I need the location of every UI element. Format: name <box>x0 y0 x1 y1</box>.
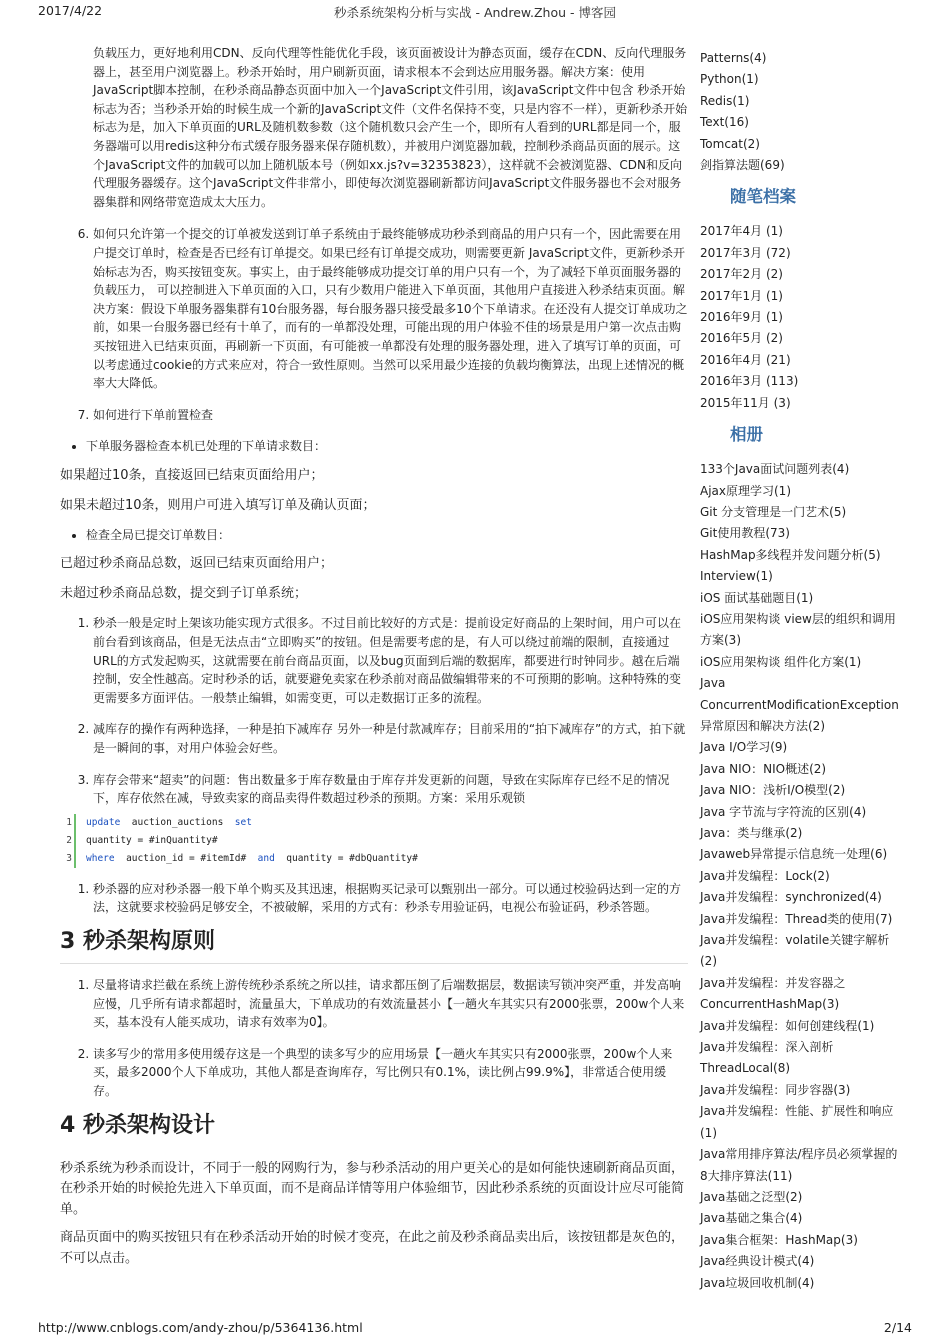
text-line: 已超过秒杀商品总数，返回已结束页面给用户； <box>60 556 334 572</box>
code-block <box>66 814 688 868</box>
archive-link[interactable]: 2015年11月 (3) <box>700 395 791 410</box>
code-keyword: update <box>86 816 121 828</box>
album-link[interactable]: Java并发编程：深入剖析ThreadLocal(8) <box>700 1040 834 1076</box>
code-line <box>66 832 688 850</box>
print-footer <box>0 1316 950 1344</box>
archive-link[interactable]: 2016年9月 (1) <box>700 310 783 325</box>
archive-link[interactable]: 2017年3月 (72) <box>700 245 791 260</box>
archive-heading: 随笔档案 <box>730 187 796 207</box>
text-line: 如果未超过10条，则用户可进入填写订单及确认页面； <box>60 497 376 513</box>
album-link[interactable]: Java NIO：NIO概述(2) <box>700 761 827 776</box>
album-heading: 相册 <box>730 425 763 445</box>
list-item: 1. 秒杀一般是定时上架该功能实现方式很多。不过目前比较好的方式是：提前设定好商品的上架时间，用户可以在前台看到该商品，但是无法点击“立即购买”的按钮。但是需要考虑的是，有人可以绕过前端的限制，直接通过URL的方式发起购买，这就需要在前台商品页面，以及bug页面到后端的数据库，都要进行时钟同步。越在后端控制，安全性越高。定时秒杀的话，就要避免卖家在秒杀前对商品做编辑带来的不可预期的影响。这种特殊的变更需要多方面评估。一般禁止编辑，如需变更，可以走数据订正多的流程。 <box>93 614 688 707</box>
list-item: • 检查全局已提交订单数目： <box>86 526 688 545</box>
code-text: auction_id = #itemId# <box>126 852 247 864</box>
page-url: http://www.cnblogs.com/andy-zhou/p/5364136.html <box>38 1320 363 1335</box>
intro-paragraph: 负载压力，更好地利用CDN、反向代理等性能优化手段，该页面被设计为静态页面，缓存在CDN、反向代理服务器上，甚至用户浏览器上。秒杀开始时，用户刷新页面，请求根本不会到达应用服务器。解决方案：使用JavaScript脚本控制，在秒杀商品静态页面中加入一个JavaScript文件引用，该JavaScript文件中包含 秒杀开始标志为否；当秒杀开始的时候生成一个新的JavaScript文件（文件名保持不变，只是内容不一样），更新秒杀开始标志为是，加入下单页面的URL及随机数参数（这个随机数只会产生一个，即所有人看到的URL都是同一个，服务器端可以用redis这种分布式缓存服务器来保存随机数），并被用户浏览器加载，控制秒杀商品页面的展示。这个JavaScript文件的加载可以加上随机版本号（例如xx.js?v=32353823），这样就不会被浏览器、CDN和反向代理服务器缓存。这个JavaScript文件非常小，即使每次浏览器刷新都访问JavaScript文件服务器也不会对服务器集群和网络带宽造成太大压力。 <box>93 46 688 209</box>
line-number: 3 <box>66 852 72 864</box>
album-link[interactable]: Java并发编程：并发容器之ConcurrentHashMap(3) <box>700 975 846 1012</box>
code-line <box>66 814 688 832</box>
line-number: 2 <box>66 834 72 846</box>
album-link[interactable]: Interview(1) <box>700 569 773 584</box>
album-link[interactable]: Java并发编程：同步容器(3) <box>700 1082 851 1097</box>
code-line <box>66 850 688 868</box>
text-line: 如果超过10条，直接返回已结束页面给用户； <box>60 467 324 483</box>
code-text: quantity = #inQuantity# <box>86 834 218 846</box>
tag-link[interactable]: Redis(1) <box>700 93 750 108</box>
album-link[interactable]: Java垃圾回收机制(4) <box>700 1275 815 1290</box>
list-item: 2. 减库存的操作有两种选择，一种是拍下减库存 另外一种是付款减库存；目前采用的“拍下减库存”的方式，拍下就是一瞬间的事，对用户体验会好些。 <box>93 720 688 757</box>
album-link[interactable]: Java并发编程：volatile关键字解析(2) <box>700 933 890 969</box>
album-link[interactable]: Java并发编程：如何创建线程(1) <box>700 1018 875 1033</box>
line-number: 1 <box>66 816 72 828</box>
album-link[interactable]: Java ConcurrentModificationException异常原因和解决方法(2) <box>700 676 899 733</box>
ordered-list-d <box>60 976 688 1101</box>
album-link[interactable]: iOS应用架构谈 view层的组织和调用方案(3) <box>700 611 896 648</box>
album-link[interactable]: Ajax原理学习(1) <box>700 483 791 498</box>
album-link[interactable]: Git 分支管理是一门艺术(5) <box>700 504 847 519</box>
archive-link[interactable]: 2016年4月 (21) <box>700 352 791 367</box>
ordered-list-c <box>60 880 688 917</box>
ordered-list-a <box>60 225 688 424</box>
section-heading: 3 秒杀架构原则 <box>60 927 688 964</box>
tag-link[interactable]: Patterns(4) <box>700 51 767 65</box>
album-link[interactable]: Java I/O学习(9) <box>700 740 788 755</box>
album-link[interactable]: Java NIO：浅析I/O模型(2) <box>700 783 846 798</box>
tag-link[interactable]: 剑指算法题(69) <box>700 158 785 173</box>
code-keyword: where <box>86 852 115 864</box>
page-number: 2/14 <box>883 1320 912 1335</box>
tag-link[interactable]: Text(16) <box>700 115 749 130</box>
album-link[interactable]: Java 字节流与字符流的区别(4) <box>700 804 867 819</box>
code-text: quantity = #dbQuantity# <box>286 852 418 864</box>
bullet-list-a <box>60 437 688 456</box>
list-item: 7. 如何进行下单前置检查 <box>93 406 688 425</box>
album-link[interactable]: Java集合框架：HashMap(3) <box>700 1232 858 1247</box>
archive-link[interactable]: 2016年3月 (113) <box>700 374 799 389</box>
album-link[interactable]: Java并发编程：Lock(2) <box>700 868 830 883</box>
article-body <box>60 44 688 1277</box>
ordered-list-b <box>60 614 688 807</box>
sidebar <box>700 48 898 1294</box>
album-link[interactable]: iOS应用架构谈 组件化方案(1) <box>700 654 862 669</box>
album-link[interactable]: 133个Java面试问题列表(4) <box>700 462 850 477</box>
print-date: 2017/4/22 <box>38 3 103 18</box>
code-keyword: and <box>257 852 275 864</box>
code-text: auction_auctions <box>131 816 224 828</box>
album-link[interactable]: Java并发编程：Thread类的使用(7) <box>700 911 893 926</box>
album-link[interactable]: Java基础之泛型(2) <box>700 1189 803 1204</box>
paragraph: 商品页面中的购买按钮只有在秒杀活动开始的时候才变亮，在此之前及秒杀商品卖出后，该按钮都是灰色的，不可以点击。 <box>60 1230 685 1266</box>
archive-link[interactable]: 2016年5月 (2) <box>700 331 783 346</box>
album-link[interactable]: HashMap多线程并发问题分析(5) <box>700 547 881 562</box>
tag-list <box>700 48 898 176</box>
print-header <box>0 0 950 22</box>
list-item: 6. 如何只允许第一个提交的订单被发送到订单子系统由于最终能够成功秒杀到商品的用户只有一个，因此需要在用户提交订单时，检查是否已经有订单提交。如果已经有订单提交成功，则需要更新 JavaScript文件，更新秒杀开始标志为否，购买按钮变灰。事实上，由于最终能够成功提交订单的用户只有一个，为了减轻下单页面服务器的负载压力， 可以控制进入下单页面的入口，只有少数用户能进入下单页面，其他用户直接进入秒杀结束页面。解决方案：假设下单服务器集群有10台服务器，每台服务器只接受最多10个下单请求。在还没有人提交订单成功之前，如果一台服务器已经有十单了，而有的一单都没处理，可能出现的用户体验不佳的场景是用户第一次点击购买按钮进入已结束页面，再刷新一下页面，有可能被一单都没有处理的服务器处理，进入了填写订单的页面，可以考虑通过cookie的方式来应对，符合一致性原则。当然可以采用最少连接的负载均衡算法，出现上述情况的概率大大降低。 <box>93 225 688 392</box>
album-link[interactable]: Java经典设计模式(4) <box>700 1254 815 1269</box>
list-item: 1. 尽量将请求拦截在系统上游传统秒杀系统之所以挂，请求都压倒了后端数据层，数据读写锁冲突严重，并发高响应慢，几乎所有请求都超时，流量虽大，下单成功的有效流量甚小【一趟火车其实只有2000张票，200w个人来买，基本没有人能买成功，请求有效率为0】。 <box>93 976 688 1032</box>
tag-link[interactable]: Tomcat(2) <box>700 136 760 151</box>
archive-list <box>700 221 898 414</box>
code-keyword: set <box>234 816 252 828</box>
album-link[interactable]: iOS 面试基础题目(1) <box>700 590 814 605</box>
album-link[interactable]: Java：类与继承(2) <box>700 826 803 840</box>
list-item: 2. 读多写少的常用多使用缓存这是一个典型的读多写少的应用场景【一趟火车其实只有2000张票，200w个人来买，最多2000个人下单成功，其他人都是查询库存，写比例只有0.1%，读比例占99.9%】，非常适合使用缓存。 <box>93 1045 688 1101</box>
archive-link[interactable]: 2017年4月 (1) <box>700 224 783 239</box>
album-link[interactable]: Java常用排序算法/程序员必须掌握的8大排序算法(11) <box>700 1147 898 1183</box>
list-item: • 下单服务器检查本机已处理的下单请求数目： <box>86 437 688 456</box>
album-link[interactable]: Java基础之集合(4) <box>700 1211 803 1226</box>
archive-link[interactable]: 2017年2月 (2) <box>700 267 783 282</box>
list-item: 1. 秒杀器的应对秒杀器一般下单个购买及其迅速，根据购买记录可以甄别出一部分。可以通过校验码达到一定的方法，这就要求校验码足够安全，不被破解，采用的方式有：秒杀专用验证码，电视公布验证码，秒杀答题。 <box>93 880 688 917</box>
paragraph: 秒杀系统为秒杀而设计，不同于一般的网购行为，参与秒杀活动的用户更关心的是如何能快速刷新商品页面，在秒杀开始的时候抢先进入下单页面，而不是商品详情等用户体验细节，因此秒杀系统的页面设计应尽可能简单。 <box>60 1160 685 1217</box>
section-heading: 4 秒杀架构设计 <box>60 1112 215 1138</box>
bullet-list-b <box>60 526 688 545</box>
album-link[interactable]: Java并发编程：性能、扩展性和响应(1) <box>700 1104 894 1140</box>
archive-link[interactable]: 2017年1月 (1) <box>700 288 783 303</box>
album-link[interactable]: Java并发编程：synchronized(4) <box>700 890 882 905</box>
album-link[interactable]: Javaweb异常提示信息统一处理(6) <box>700 847 888 862</box>
page-title: 秒杀系统架构分析与实战 - Andrew.Zhou - 博客园 <box>334 5 616 20</box>
album-list <box>700 459 898 1294</box>
text-line: 未超过秒杀商品总数，提交到子订单系统； <box>60 586 308 602</box>
album-link[interactable]: Git使用教程(73) <box>700 526 790 541</box>
list-item: 3. 库存会带来“超卖”的问题：售出数量多于库存数量由于库存并发更新的问题，导致在实际库存已经不足的情况下，库存依然在减，导致卖家的商品卖得件数超过秒杀的预期。方案：采用乐观锁 <box>93 771 688 808</box>
tag-link[interactable]: Python(1) <box>700 72 759 87</box>
